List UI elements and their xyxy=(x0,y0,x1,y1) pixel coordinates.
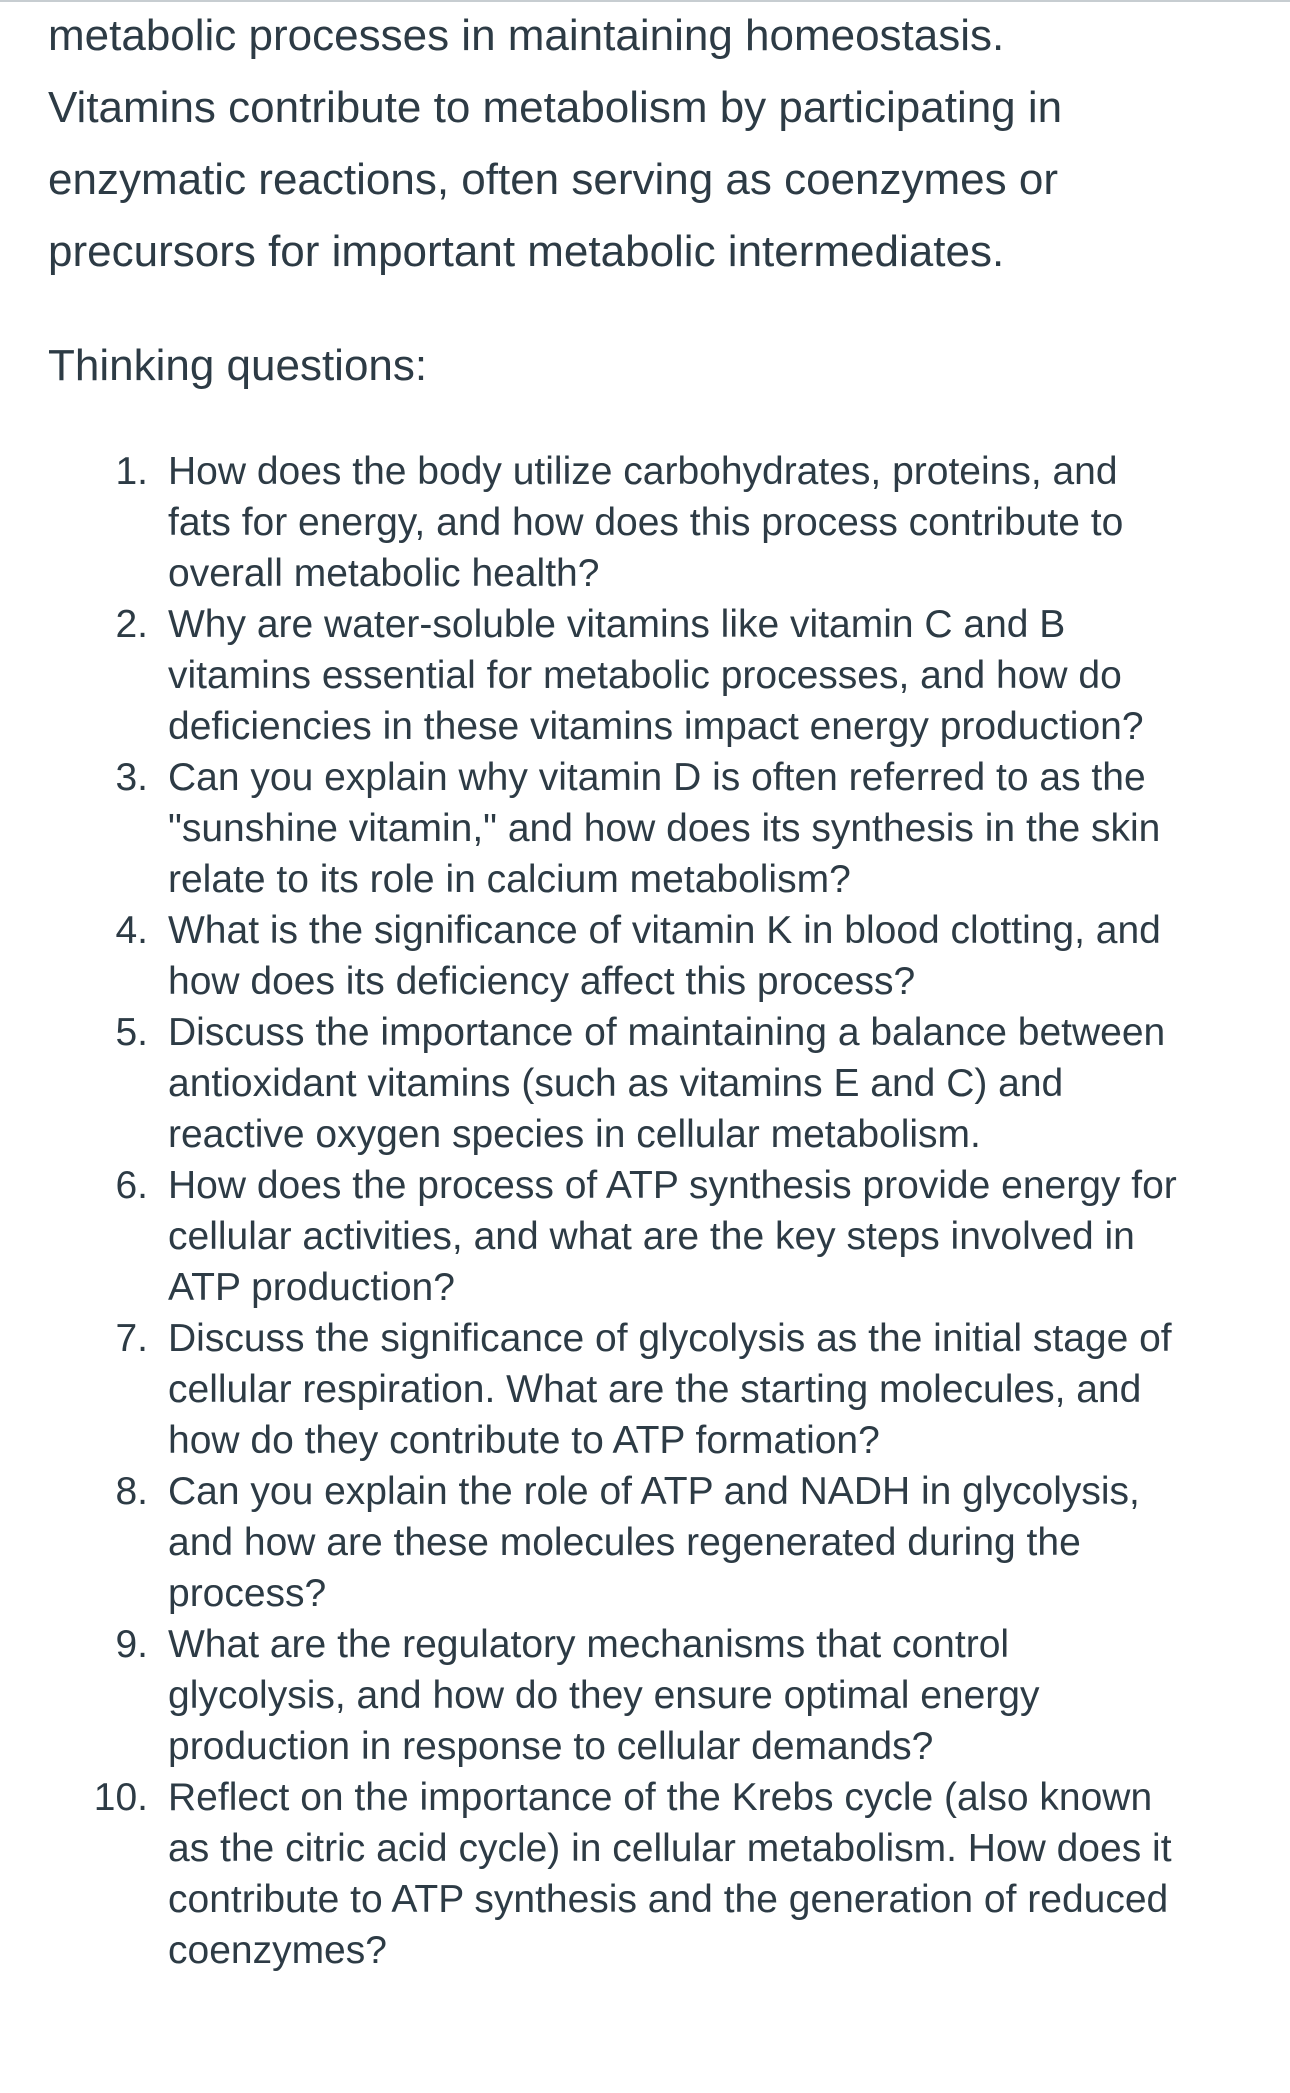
question-line: production in response to cellular demands? xyxy=(168,1725,934,1768)
question-line: What is the significance of vitamin K in blood clotting, and xyxy=(168,909,1161,952)
question-line: Reflect on the importance of the Krebs cycle (also known xyxy=(168,1776,1153,1819)
question-number: 9. xyxy=(115,1623,148,1666)
question-text xyxy=(168,752,1278,905)
question-line: contribute to ATP synthesis and the generation of reduced xyxy=(168,1878,1169,1921)
question-item xyxy=(48,599,1278,752)
question-number: 4. xyxy=(115,909,148,952)
question-text xyxy=(168,1466,1278,1619)
question-item xyxy=(48,1772,1278,1976)
question-text xyxy=(168,446,1278,599)
questions-list xyxy=(48,446,1248,1976)
question-line: coenzymes? xyxy=(168,1929,387,1972)
question-line: Can you explain the role of ATP and NADH in glycolysis, xyxy=(168,1470,1140,1513)
question-line: How does the body utilize carbohydrates, proteins, and xyxy=(168,450,1118,493)
intro-paragraph xyxy=(48,0,1248,288)
question-item xyxy=(48,1313,1278,1466)
question-item xyxy=(48,1007,1278,1160)
question-number: 10. xyxy=(93,1776,148,1819)
question-line: ATP production? xyxy=(168,1266,455,1309)
intro-line: metabolic processes in maintaining homeostasis. xyxy=(48,11,1005,60)
question-line: relate to its role in calcium metabolism? xyxy=(168,858,851,901)
question-item xyxy=(48,1619,1278,1772)
question-number: 2. xyxy=(115,603,148,646)
question-text xyxy=(168,1313,1278,1466)
question-item xyxy=(48,905,1278,1007)
question-number: 7. xyxy=(115,1317,148,1360)
question-line: What are the regulatory mechanisms that control xyxy=(168,1623,1010,1666)
question-line: how do they contribute to ATP formation? xyxy=(168,1419,880,1462)
question-line: and how are these molecules regenerated during the xyxy=(168,1521,1081,1564)
question-text xyxy=(168,1007,1278,1160)
question-line: Discuss the significance of glycolysis as the initial stage of xyxy=(168,1317,1172,1360)
question-number: 3. xyxy=(115,756,148,799)
question-line: overall metabolic health? xyxy=(168,552,600,595)
question-line: antioxidant vitamins (such as vitamins E and C) and xyxy=(168,1062,1064,1105)
question-number: 1. xyxy=(115,450,148,493)
question-line: cellular activities, and what are the key steps involved in xyxy=(168,1215,1135,1258)
question-line: process? xyxy=(168,1572,327,1615)
question-text xyxy=(168,599,1278,752)
intro-line: Vitamins contribute to metabolism by participating in xyxy=(48,83,1063,132)
question-line: vitamins essential for metabolic processes, and how do xyxy=(168,654,1122,697)
question-line: reactive oxygen species in cellular metabolism. xyxy=(168,1113,981,1156)
question-line: as the citric acid cycle) in cellular metabolism. How does it xyxy=(168,1827,1172,1870)
intro-line: enzymatic reactions, often serving as coenzymes or xyxy=(48,155,1059,204)
question-text xyxy=(168,1160,1278,1313)
question-text xyxy=(168,1619,1278,1772)
question-line: Can you explain why vitamin D is often referred to as the xyxy=(168,756,1146,799)
question-number: 5. xyxy=(115,1011,148,1054)
question-text xyxy=(168,905,1278,1007)
question-item xyxy=(48,1160,1278,1313)
question-item xyxy=(48,1466,1278,1619)
intro-line: precursors for important metabolic intermediates. xyxy=(48,227,1005,276)
document-content xyxy=(48,0,1248,1976)
question-text xyxy=(168,1772,1278,1976)
question-number: 6. xyxy=(115,1164,148,1207)
question-line: cellular respiration. What are the starting molecules, and xyxy=(168,1368,1142,1411)
question-line: Discuss the importance of maintaining a balance between xyxy=(168,1011,1166,1054)
question-line: fats for energy, and how does this process contribute to xyxy=(168,501,1124,544)
question-line: glycolysis, and how do they ensure optimal energy xyxy=(168,1674,1040,1717)
question-item xyxy=(48,446,1278,599)
question-line: Why are water-soluble vitamins like vitamin C and B xyxy=(168,603,1066,646)
question-line: how does its deficiency affect this process? xyxy=(168,960,916,1003)
section-heading: Thinking questions: xyxy=(48,341,428,390)
question-number: 8. xyxy=(115,1470,148,1513)
question-line: "sunshine vitamin," and how does its synthesis in the skin xyxy=(168,807,1161,850)
question-line: deficiencies in these vitamins impact energy production? xyxy=(168,705,1144,748)
question-line: How does the process of ATP synthesis provide energy for xyxy=(168,1164,1177,1207)
question-item xyxy=(48,752,1278,905)
